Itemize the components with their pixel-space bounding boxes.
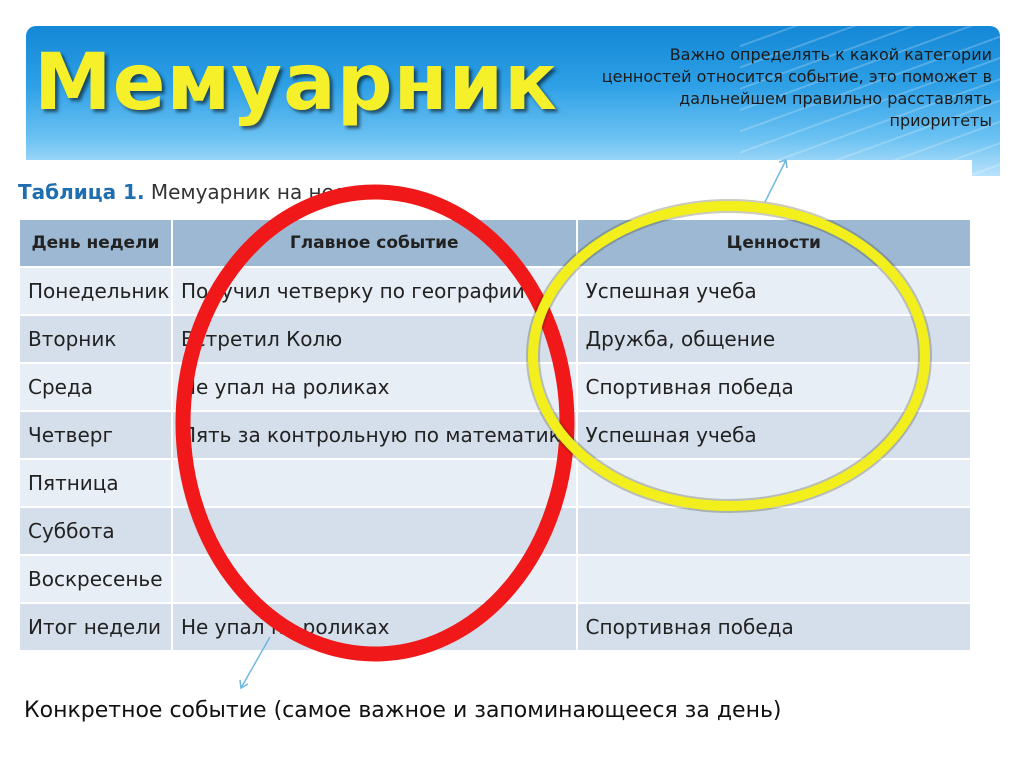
cell-day: Пятница	[20, 460, 171, 506]
yellow-ellipse	[533, 206, 925, 506]
cell-event: Не упал на роликах	[173, 364, 576, 410]
cell-day: Понедельник	[20, 268, 171, 314]
cell-day: Вторник	[20, 316, 171, 362]
table-caption-text: Мемуарник на неделю	[150, 180, 390, 204]
bottom-caption: Конкретное событие (самое важное и запоминающееся за день)	[24, 698, 782, 723]
cell-value: Спортивная победа	[578, 364, 970, 410]
cell-value: Спортивная победа	[578, 604, 970, 650]
header-event: Главное событие	[173, 220, 576, 266]
cell-event: Получил четверку по географии	[173, 268, 576, 314]
slide-title: Мемуарник	[34, 38, 559, 128]
cell-value: Успешная учеба	[578, 268, 970, 314]
cell-event: Пять за контрольную по математике	[173, 412, 576, 458]
red-ellipse	[183, 192, 567, 654]
cell-day: Четверг	[20, 412, 171, 458]
cell-event: Встретил Колю	[173, 316, 576, 362]
cell-value: Дружба, общение	[578, 316, 970, 362]
callout-note: Важно определять к какой категории ценностей относится событие, это поможет в дальнейшем правильно расставлять приоритеты	[601, 45, 992, 130]
cell-day: Итог недели	[20, 604, 171, 650]
header-day: День недели	[20, 220, 171, 266]
cell-event: Не упал на роликах	[173, 604, 576, 650]
bottom-pointer-line	[241, 637, 270, 688]
cell-value: Успешная учеба	[578, 412, 970, 458]
cell-day: Воскресенье	[20, 556, 171, 602]
table-caption-number: Таблица 1.	[18, 180, 145, 204]
header-values: Ценности	[578, 220, 970, 266]
cell-day: Среда	[20, 364, 171, 410]
note-pointer-line	[765, 160, 786, 202]
cell-day: Суббота	[20, 508, 171, 554]
